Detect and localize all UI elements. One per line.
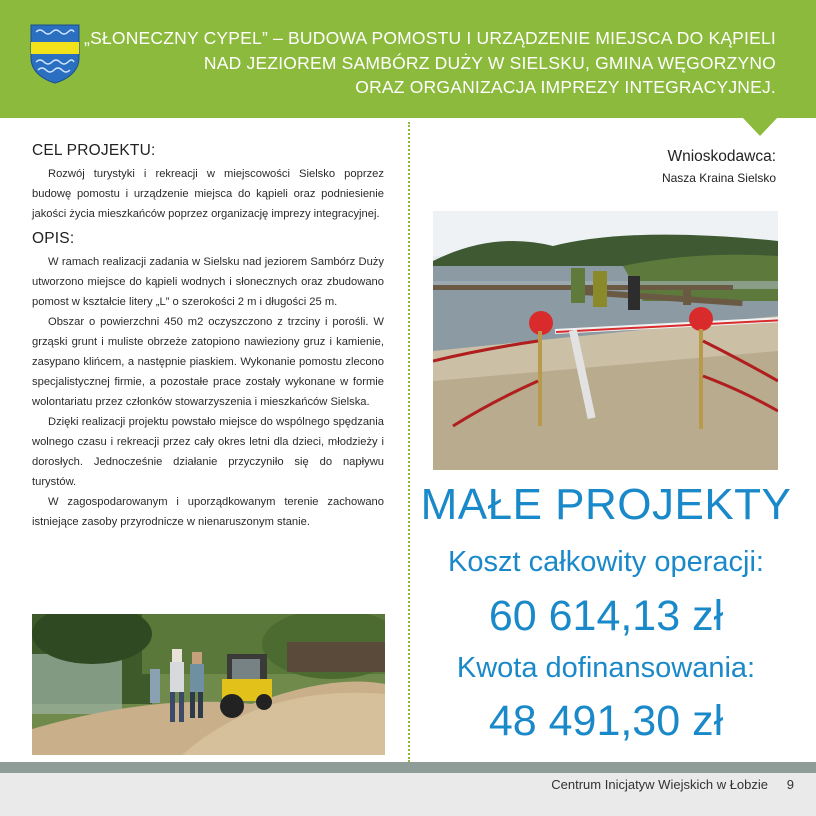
footer-stripe: [0, 762, 816, 773]
coat-of-arms-icon: [30, 24, 80, 84]
description-paragraph: W zagospodarowanym i uporządkowanym terenie zachowano istniejące zasoby przyrodnicze w nienaruszonym stanie.: [32, 496, 384, 528]
goal-text: Rozwój turystyki i rekreacji w miejscowości Sielsko poprzez budowę pomostu i urządzenie miejsca do kąpieli oraz podniesienie jakości życia mieszkańców poprzez organizację imprezy integracyjnej.: [32, 168, 384, 220]
funding-label: Kwota dofinansowania:: [456, 652, 756, 684]
description-paragraph: W ramach realizacji zadania w Sielsku nad jeziorem Sambórz Duży utworzono miejsce do kąpieli wodnych i słonecznych oraz zbudowano pomost w kształcie litery „L” o szerokości 2 m i długości 25 m.: [32, 256, 384, 308]
page-number: 9: [786, 777, 794, 792]
work-site-photo: [32, 614, 385, 755]
left-column: [32, 142, 384, 532]
total-cost-label: Koszt całkowity operacji:: [448, 546, 764, 578]
description-paragraph: Obszar o powierzchni 450 m2 oczyszczono z trzciny i porośli. W grząski grunt i muliste obrzeże zatopiono nawieziony gruz i kamienie, zasypano klińcem, a następnie piaskiem. Wykonanie pomostu zlecono specjalistycznej firmie, a pozostałe prace zostały wykonane w formie wolontariatu przez członków stowarzyszenia i mieszkańców Sielska.: [32, 316, 384, 408]
description-heading: OPIS:: [32, 230, 75, 247]
column-divider: [408, 122, 410, 762]
project-title-line: ORAZ ORGANIZACJA IMPREZY INTEGRACYJNEJ.: [355, 77, 776, 97]
beach-opening-photo: [433, 211, 778, 470]
total-cost-value: 60 614,13 zł: [488, 592, 724, 640]
description-paragraph: Dzięki realizacji projektu powstało miejsce do wspólnego spędzania wolnego czasu i rekreacji przez cały okres letni dla dzieci, młodzieży i dorosłych. Jednocześnie działanie przyczyniło się do napływu turystów.: [32, 416, 384, 488]
footer: [0, 762, 816, 816]
down-arrow-icon: [743, 118, 777, 136]
project-title: [76, 26, 776, 100]
program-title: MAŁE PROJEKTY: [420, 480, 792, 529]
header-banner: [0, 0, 816, 118]
footer-organization: Centrum Inicjatyw Wiejskich w Łobzie: [551, 777, 768, 792]
goal-heading: CEL PROJEKTU:: [32, 142, 156, 159]
applicant-label: Wnioskodawca:: [667, 148, 776, 165]
project-title-line: NAD JEZIOREM SAMBÓRZ DUŻY W SIELSKU, GMINA WĘGORZYNO: [203, 52, 776, 73]
funding-value: 48 491,30 zł: [488, 697, 724, 745]
applicant-name: Nasza Kraina Sielsko: [661, 171, 776, 185]
project-title-line: „SŁONECZNY CYPEL” – BUDOWA POMOSTU I URZĄDZENIE MIEJSCA DO KĄPIELI: [84, 28, 776, 48]
